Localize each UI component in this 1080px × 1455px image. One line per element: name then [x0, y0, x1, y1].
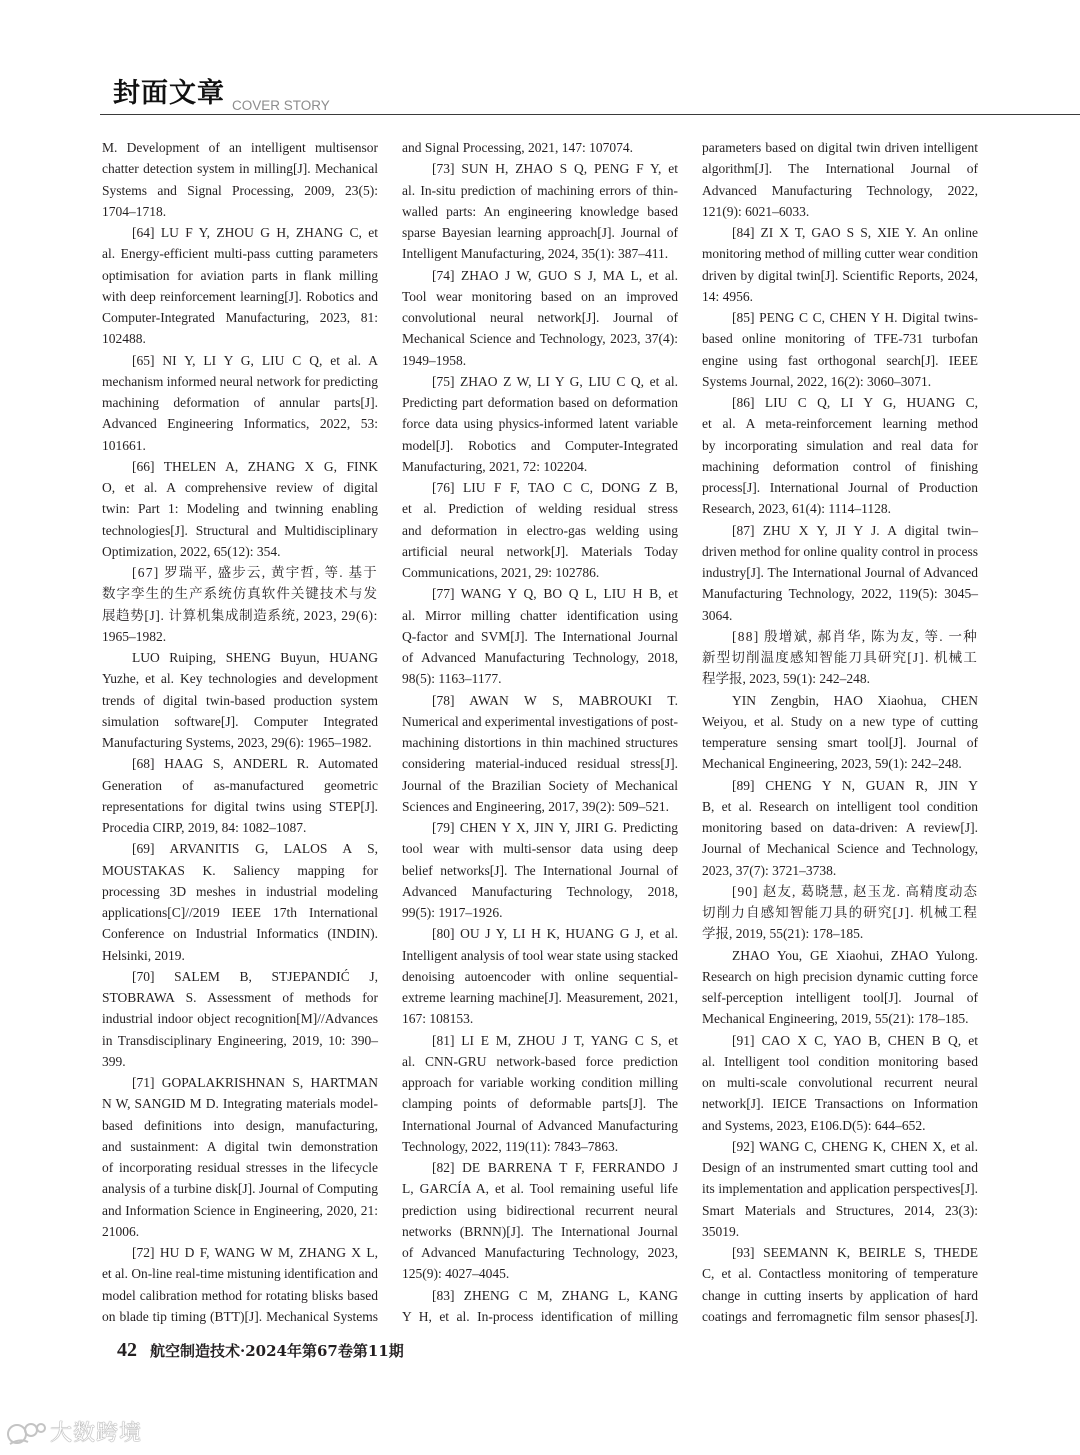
reference-line: [87] ZHU X Y, JI Y J. A digital twin–: [732, 522, 978, 538]
reference-entry: [402, 477, 678, 583]
reference-line: et al. A meta-reinforcement learning method: [702, 416, 978, 432]
reference-line: [75] ZHAO Z W, LI Y G, LIU C Q, et al.: [432, 373, 678, 389]
reference-line: mechanism informed neural network for predicting: [102, 373, 378, 389]
reference-line: Research on high precision dynamic cutting force: [702, 968, 978, 984]
reference-line: on multi-scale convolutional recurrent neural: [702, 1075, 978, 1090]
reference-entry: [702, 520, 978, 626]
reference-line: and Signal Processing, 2021, 147: 107074.: [402, 140, 633, 155]
reference-entry: [702, 222, 978, 307]
reference-line: approach for variable working condition milling: [402, 1075, 678, 1090]
reference-line: [70] SALEM B, STJEPANDIĆ J,: [132, 968, 378, 984]
reference-line: 学报, 2019, 55(21): 178–185.: [702, 926, 864, 942]
reference-line: machining distortions in thin machined structures: [402, 735, 678, 750]
reference-line: [88] 殷增斌, 郝肖华, 陈为友, 等. 一种: [732, 628, 978, 644]
reference-entry: [402, 923, 678, 1029]
reference-line: 99(5): 1917–1926.: [402, 905, 503, 920]
reference-line: and Information Science in Engineering, 2020, 21:: [102, 1202, 378, 1218]
reference-line: [83] ZHENG C M, ZHANG L, KANG: [432, 1287, 678, 1303]
reference-line: convolutional neural network[J]. Journal of: [402, 310, 678, 325]
reference-line: [85] PENG C C, CHEN Y H. Digital twins-: [732, 310, 978, 325]
reference-entry: [102, 647, 378, 753]
reference-line: model[J]. Robotics and Computer-Integrated: [402, 437, 678, 453]
reference-line: [65] NI Y, LI Y G, LIU C Q, et al. A: [132, 352, 378, 368]
reference-entry: [102, 753, 378, 838]
reference-line: prediction using bidirectional recurrent neural: [402, 1202, 678, 1218]
reference-line: parameters based on digital twin driven intelligent: [702, 140, 978, 155]
reference-line: B, et al. Research on intelligent tool condition: [702, 798, 978, 814]
reference-line: STOBRAWA S. Assessment of methods for: [102, 990, 378, 1005]
reference-entry: [402, 690, 678, 818]
reference-line: [80] OU J Y, LI H K, HUANG G J, et al.: [432, 926, 678, 942]
reference-entry: [102, 350, 378, 456]
reference-line: networks (BRNN)[J]. The International Journal: [402, 1223, 678, 1239]
reference-line: Weiyou, et al. Study on a new type of cutting: [702, 713, 978, 729]
reference-line: based definitions into design, manufacturing,: [102, 1117, 378, 1133]
reference-line: [69] ARVANITIS G, LALOS A S,: [132, 841, 378, 857]
reference-line: model calibration method for rotating blisks based: [102, 1287, 378, 1303]
reference-column-2: [402, 137, 678, 1327]
reference-line: simulation software[J]. Computer Integrated: [102, 713, 378, 729]
header-rule: [100, 114, 1080, 115]
reference-line: Yuzhe, et al. Key technologies and development: [102, 671, 378, 687]
reference-column-1: [102, 137, 378, 1327]
reference-line: of Advanced Manufacturing Technology, 2018,: [402, 650, 678, 665]
reference-line: monitoring based on data-driven: A review[J].: [702, 820, 978, 835]
reference-line: et al. On-line real-time mistuning identification and: [102, 1266, 378, 1282]
reference-column-3: [702, 137, 978, 1327]
reference-line: applications[C]//2019 IEEE 17th International: [102, 905, 378, 920]
reference-entry: [102, 222, 378, 350]
reference-line: [66] THELEN A, ZHANG X G, FINK: [132, 458, 378, 474]
reference-line: al. Intelligent tool condition monitoring based: [702, 1053, 978, 1069]
reference-entry: [402, 371, 678, 477]
reference-line: artificial neural network[J]. Materials Today: [402, 543, 678, 559]
reference-line: Procedia CIRP, 2019, 84: 1082–1087.: [102, 820, 307, 835]
reference-entry: [702, 1030, 978, 1136]
reference-line: process[J]. International Journal of Production: [702, 480, 978, 495]
reference-line: Smart Materials and Structures, 2014, 23(3):: [702, 1202, 978, 1218]
reference-line: [92] WANG C, CHENG K, CHEN X, et al.: [732, 1138, 978, 1154]
reference-line: representations for digital twins using STEP[J].: [102, 798, 378, 814]
reference-line: twin: Part 1: Modeling and twinning enabling: [102, 501, 378, 517]
watermark-logo-icon: [6, 1418, 48, 1448]
reference-line: Technology, 2022, 119(11): 7843–7863.: [402, 1138, 619, 1154]
reference-line: C, et al. Contactless monitoring of temperature: [702, 1266, 978, 1282]
reference-line: network[J]. IEICE Transactions on Information: [702, 1096, 978, 1112]
reference-line: Journal of Mechanical Science and Technology,: [702, 841, 978, 857]
reference-line: 1965–1982.: [102, 628, 167, 644]
reference-line: denoising autoencoder with online sequential-: [402, 968, 678, 984]
reference-entry: [702, 307, 978, 392]
reference-entry: [402, 1030, 678, 1158]
reference-line: al. Mirror milling chatter identification using: [402, 607, 678, 623]
reference-line: Helsinki, 2019.: [102, 947, 185, 963]
reference-line: walled parts: An engineering knowledge based: [402, 203, 678, 219]
watermark-text: 大数跨境: [50, 1421, 143, 1446]
reference-line: Manufacturing Technology, 2022, 119(5): 3045–: [702, 586, 978, 602]
reference-line: and deformation in electro-gas welding using: [402, 522, 678, 538]
reference-line: International Journal of Advanced Manufacturing: [402, 1117, 678, 1133]
reference-line: 切削力自感知智能刀具的研究[J]. 机械工程: [702, 905, 978, 920]
reference-line: [77] WANG Y Q, BO Q L, LIU H B, et: [432, 586, 678, 602]
reference-line: tool wear with multi-sensor data using deep: [402, 841, 678, 857]
reference-line: 1949–1958.: [402, 352, 467, 368]
reference-line: 新型切削温度感知智能刀具研究[J]. 机械工: [702, 650, 978, 665]
reference-line: technologies[J]. Structural and Multidisciplinary: [102, 522, 378, 538]
reference-line: of Advanced Manufacturing Technology, 2023,: [402, 1245, 678, 1260]
reference-line: machining deformation of annular parts[J].: [102, 395, 378, 410]
reference-line: 数字孪生的生产系统仿真软件关键技术与发: [102, 586, 378, 602]
reference-line: N W, SANGID M D. Integrating materials model-: [102, 1096, 378, 1112]
reference-line: and Systems, 2023, E106.D(5): 644–652.: [702, 1117, 926, 1133]
reference-line: analysis of a turbine disk[J]. Journal of Computing: [102, 1181, 378, 1197]
reference-line: 98(5): 1163–1177.: [402, 671, 502, 687]
reference-entry: [402, 817, 678, 923]
reference-line: Manufacturing Systems, 2023, 29(6): 1965–1982.: [102, 735, 372, 750]
reference-line: [64] LU F Y, ZHOU G H, ZHANG C, et: [132, 225, 378, 240]
reference-line: 1704–1718.: [102, 203, 167, 219]
reference-line: [93] SEEMANN K, BEIRLE S, THEDE: [732, 1245, 978, 1260]
reference-line: of incorporating residual stresses in the lifecycle: [102, 1160, 378, 1175]
reference-line: belief networks[J]. The International Journal of: [402, 862, 678, 878]
reference-line: [78] AWAN W S, MABROUKI T.: [432, 692, 678, 708]
reference-entry: [102, 137, 378, 222]
reference-line: 121(9): 6021–6033.: [702, 203, 810, 219]
reference-line: Predicting part deformation based on deformation: [402, 395, 678, 410]
reference-entry: [102, 1072, 378, 1242]
reference-line: extreme learning machine[J]. Measurement, 2021,: [402, 990, 678, 1005]
reference-line: 展趋势[J]. 计算机集成制造系统, 2023, 29(6):: [102, 607, 378, 623]
reference-entry: [402, 1285, 678, 1328]
reference-entry: [402, 158, 678, 264]
reference-line: [73] SUN H, ZHAO S Q, PENG F Y, et: [432, 161, 678, 177]
reference-entry: [402, 1157, 678, 1285]
section-title-cn: 封面文章: [113, 78, 225, 109]
reference-entry: [102, 562, 378, 647]
reference-line: Generation of as-manufactured geometric: [102, 777, 378, 793]
reference-line: Research, 2023, 61(4): 1114–1128.: [702, 501, 891, 517]
reference-line: [67] 罗瑞平, 盛步云, 黄宇哲, 等. 基于: [132, 565, 378, 580]
reference-line: change in cutting inserts by application of hard: [702, 1287, 978, 1303]
reference-line: self-perception intelligent tool[J]. Journal of: [702, 990, 978, 1005]
reference-line: trends of digital twin-based production system: [102, 692, 378, 708]
reference-line: Tool wear monitoring based on an improved: [402, 288, 678, 304]
reference-line: LUO Ruiping, SHENG Buyun, HUANG: [132, 650, 378, 665]
reference-line: Advanced Manufacturing Technology, 2018,: [402, 883, 678, 899]
reference-entry: [102, 1242, 378, 1327]
reference-line: its implementation and application perspectives[J].: [702, 1181, 978, 1197]
reference-line: 35019.: [702, 1223, 740, 1239]
section-title-en: COVER STORY: [232, 98, 330, 113]
reference-line: 程学报, 2023, 59(1): 242–248.: [702, 671, 870, 687]
reference-line: temperature sensing smart tool[J]. Journal of: [702, 735, 978, 750]
reference-line: [68] HAAG S, ANDERL R. Automated: [132, 756, 378, 772]
reference-entry: [402, 265, 678, 371]
reference-line: on blade tip timing (BTT)[J]. Mechanical Systems: [102, 1308, 378, 1324]
reference-line: chatter detection system in milling[J]. Mechanical: [102, 161, 378, 177]
reference-line: force data using physics-informed latent variable: [402, 416, 678, 432]
reference-entry: [702, 775, 978, 881]
reference-entry: [702, 690, 978, 775]
reference-entry: [702, 1242, 978, 1327]
reference-entry: [102, 966, 378, 1072]
reference-line: Journal of the Brazilian Society of Mechanical: [402, 777, 678, 793]
reference-line: [82] DE BARRENA T F, FERRANDO J: [432, 1160, 678, 1175]
reference-line: 125(9): 4027–4045.: [402, 1266, 510, 1282]
reference-line: Mechanical Engineering, 2019, 55(21): 178–185.: [702, 1011, 969, 1027]
reference-line: 3064.: [702, 607, 733, 623]
reference-entry: [102, 838, 378, 966]
reference-line: L, GARCÍA A, et al. Tool remaining useful life: [402, 1181, 678, 1197]
reference-line: al. In-situ prediction of machining errors of thin-: [402, 182, 678, 198]
reference-line: machining deformation control of finishing: [702, 458, 978, 474]
reference-line: [84] ZI X T, GAO S S, XIE Y. An online: [732, 225, 978, 240]
reference-line: [76] LIU F F, TAO C C, DONG Z B,: [432, 480, 678, 495]
reference-line: M. Development of an intelligent multisensor: [102, 140, 378, 155]
reference-line: industry[J]. The International Journal of Advanced: [702, 565, 978, 580]
reference-line: algorithm[J]. The International Journal of: [702, 161, 978, 177]
reference-line: coatings and ferromagnetic film sensor phases[J].: [702, 1308, 978, 1324]
reference-line: Systems and Signal Processing, 2009, 23(5):: [102, 182, 378, 198]
reference-line: 21006.: [102, 1223, 140, 1239]
reference-line: Manufacturing, 2021, 72: 102204.: [402, 458, 588, 474]
journal-issue: 航空制造技术·2024年第67卷第11期: [150, 1342, 404, 1360]
reference-line: Y H, et al. In-process identification of milling: [402, 1308, 678, 1324]
reference-line: clamping points of deformable parts[J]. The: [402, 1096, 678, 1112]
reference-line: Advanced Manufacturing Technology, 2022,: [702, 182, 978, 198]
reference-entry: [702, 392, 978, 520]
reference-line: [74] ZHAO J W, GUO S J, MA L, et al.: [432, 267, 678, 283]
reference-line: with deep reinforcement learning[J]. Robotics and: [102, 288, 378, 304]
reference-line: et al. Prediction of welding residual stress: [402, 501, 678, 517]
reference-line: [89] CHENG Y N, GUAN R, JIN Y: [732, 777, 978, 793]
page-number: 42: [117, 1339, 137, 1361]
reference-line: 399.: [102, 1053, 126, 1069]
reference-line: [79] CHEN Y X, JIN Y, JIRI G. Predicting: [432, 820, 678, 835]
reference-line: driven method for online quality control in process: [702, 543, 978, 559]
reference-entry: [702, 1136, 978, 1242]
reference-line: [72] HU D F, WANG W M, ZHANG X L,: [132, 1245, 378, 1260]
reference-line: Mechanical Engineering, 2023, 59(1): 242–248.: [702, 756, 962, 772]
reference-line: [71] GOPALAKRISHNAN S, HARTMAN: [132, 1075, 378, 1090]
reference-line: engine using fast orthogonal search[J]. IEEE: [702, 352, 978, 368]
reference-line: Advanced Engineering Informatics, 2022, 53:: [102, 416, 378, 432]
reference-line: al. CNN-GRU network-based force prediction: [402, 1053, 678, 1069]
reference-entry: [702, 945, 978, 1030]
reference-line: 14: 4956.: [702, 288, 754, 304]
reference-line: MOUSTAKAS K. Saliency mapping for: [102, 862, 378, 878]
reference-line: optimisation for aviation parts in flank milling: [102, 267, 378, 283]
reference-line: processing 3D meshes in industrial modeling: [102, 883, 378, 899]
reference-line: Numerical and experimental investigations of post-: [402, 713, 678, 729]
reference-line: al. Energy-efficient multi-pass cutting parameters: [102, 246, 378, 262]
reference-line: Conference on Industrial Informatics (INDIN).: [102, 926, 378, 942]
reference-line: Intelligent analysis of tool wear state using stacked: [402, 947, 678, 963]
reference-line: 167: 108153.: [402, 1011, 474, 1027]
reference-line: Computer-Integrated Manufacturing, 2023, 81:: [102, 310, 378, 325]
reference-line: considering material-induced residual stress[J].: [402, 756, 678, 772]
reference-entry: [402, 137, 678, 158]
reference-line: [81] LI E M, ZHOU J T, YANG C S, et: [432, 1032, 678, 1048]
reference-line: monitoring method of milling cutter wear condition: [702, 246, 978, 262]
reference-line: driven by digital twin[J]. Scientific Reports, 2024,: [702, 267, 978, 283]
reference-entry: [402, 583, 678, 689]
reference-line: in Transdisciplinary Engineering, 2019, 10: 390–: [102, 1032, 378, 1048]
reference-line: [91] CAO X C, YAO B, CHEN B Q, et: [732, 1032, 978, 1048]
reference-line: [90] 赵友, 葛晓慧, 赵玉龙. 高精度动态: [732, 883, 978, 899]
reference-line: Optimization, 2022, 65(12): 354.: [102, 543, 281, 559]
reference-line: Sciences and Engineering, 2017, 39(2): 509–521.: [402, 798, 669, 814]
reference-entry: [702, 626, 978, 690]
reference-line: and sustainment: A digital twin demonstration: [102, 1138, 378, 1154]
reference-line: 102488.: [102, 331, 146, 347]
reference-line: by incorporating simulation and real data for: [702, 437, 978, 453]
reference-line: 2023, 37(7): 3721–3738.: [702, 862, 837, 878]
reference-line: Q-factor and SVM[J]. The International Journal: [402, 628, 678, 644]
reference-entry: [102, 456, 378, 562]
reference-line: Mechanical Science and Technology, 2023, 37(4):: [402, 331, 678, 347]
reference-line: YIN Zengbin, HAO Xiaohua, CHEN: [732, 692, 978, 708]
reference-line: [86] LIU C Q, LI Y G, HUANG C,: [732, 395, 978, 410]
reference-line: Design of an instrumented smart cutting tool and: [702, 1160, 978, 1175]
reference-line: based online monitoring of TFE-731 turbofan: [702, 331, 978, 347]
reference-line: Intelligent Manufacturing, 2024, 35(1): 387–411.: [402, 246, 669, 262]
reference-line: 101661.: [102, 437, 146, 453]
reference-line: O, et al. A comprehensive review of digital: [102, 480, 378, 495]
reference-line: Systems Journal, 2022, 16(2): 3060–3071.: [702, 373, 932, 389]
reference-entry: [702, 137, 978, 222]
reference-line: Communications, 2021, 29: 102786.: [402, 565, 600, 580]
reference-line: sparse Bayesian learning approach[J]. Journal of: [402, 225, 678, 240]
reference-entry: [702, 881, 978, 945]
reference-line: industrial indoor object recognition[M]//Advances: [102, 1011, 378, 1027]
reference-line: ZHAO You, GE Xiaohui, ZHAO Yulong.: [732, 947, 978, 963]
